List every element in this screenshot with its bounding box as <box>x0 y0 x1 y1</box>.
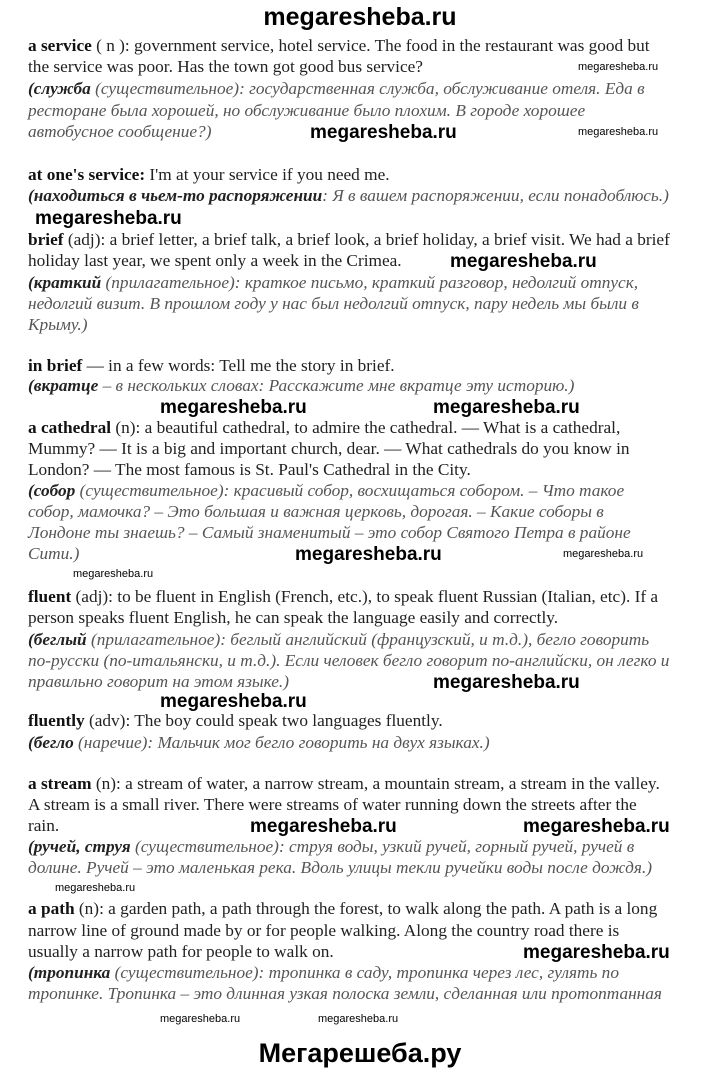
entry-text: : Я в вашем распоряжении, если понадоблюсь.) <box>322 186 669 205</box>
entry-text: (adj): a brief letter, a brief talk, a brief look, a brief holiday, a brief visit. We had a brief <box>63 230 670 249</box>
entry-text: (adj): to be fluent in English (French, etc.), to speak fluent Russian (Italian, etc). If a <box>71 587 659 606</box>
translation-line <box>28 672 289 692</box>
entry-text: person speaks fluent English, he can speak the language easily and correctly. <box>28 608 559 627</box>
translation-line <box>28 651 669 671</box>
entry-line <box>28 711 443 731</box>
watermark: megaresheba.ru <box>160 397 307 418</box>
translation-line <box>28 315 88 335</box>
entry-text: (существительное): красивый собор, восхищаться собором. – Что такое <box>75 481 625 500</box>
translation-line <box>28 544 79 564</box>
watermark: megaresheba.ru <box>55 882 136 894</box>
headword: (беглый <box>28 630 87 649</box>
watermark: megaresheba.ru <box>433 672 580 693</box>
headword: a stream <box>28 774 92 793</box>
entry-text: (наречие): Мальчик мог бегло говорить на двух языках.) <box>73 733 490 752</box>
translation-line <box>28 963 619 983</box>
headword: a path <box>28 899 75 918</box>
entry-line <box>28 165 390 185</box>
headword: (вкратце <box>28 376 99 395</box>
watermark: megaresheba.ru <box>35 208 182 229</box>
entry-text: (существительное): государственная служба, обслуживание отеля. Еда в <box>90 79 645 98</box>
entry-line <box>28 795 637 815</box>
entry-text: долине. Ручей – это маленькая река. Вдоль улицы текли ручейки воды после дождя.) <box>28 858 653 877</box>
entry-text: Сити.) <box>28 544 80 563</box>
entry-text: недолгий визит. В прошлом году у нас был недолгий отпуск, пару недель мы были в <box>28 294 639 313</box>
entry-line <box>28 251 402 271</box>
entry-text: (n): a beautiful cathedral, to admire the cathedral. — What is a cathedral, <box>111 418 621 437</box>
translation-line <box>28 630 649 650</box>
watermark: megaresheba.ru <box>433 397 580 418</box>
entry-line <box>28 942 334 962</box>
header-watermark: megaresheba.ru <box>263 3 457 31</box>
headword: at one's service: <box>28 165 146 184</box>
headword: (тропинка <box>28 963 111 982</box>
headword: fluently <box>28 711 85 730</box>
watermark: megaresheba.ru <box>450 251 597 272</box>
entry-line <box>28 439 630 459</box>
entry-line <box>28 816 59 836</box>
entry-text: rain. <box>28 816 60 835</box>
watermark: megaresheba.ru <box>160 691 307 712</box>
entry-text: holiday last year, we spent only a week in the Crimea. <box>28 251 402 270</box>
entry-line <box>28 418 620 438</box>
entry-line <box>28 608 558 628</box>
entry-line <box>28 587 658 607</box>
entry-line <box>28 356 395 376</box>
entry-text: narrow line of ground made by or for people walking. Along the country road there is <box>28 921 620 940</box>
translation-line <box>28 523 631 543</box>
headword: brief <box>28 230 64 249</box>
translation-line <box>28 273 638 293</box>
entry-text: London? — The most famous is St. Paul's Cathedral in the City. <box>28 460 471 479</box>
translation-line <box>28 294 639 314</box>
entry-line <box>28 921 619 941</box>
entry-text: (существительное): тропинка в саду, тропинка через лес, гулять по <box>110 963 619 982</box>
headword: (находиться в чьем-то распоряжении <box>28 186 323 205</box>
entry-line <box>28 230 670 250</box>
entry-text: Mummy? — It is a big and important church, dear. — What cathedrals do you know in <box>28 439 630 458</box>
entry-text: the service was poor. Has the town got good bus service? <box>28 57 423 76</box>
entry-text: автобусное сообщение?) <box>28 122 212 141</box>
headword: in brief <box>28 356 83 375</box>
headword: (бегло <box>28 733 74 752</box>
watermark: megaresheba.ru <box>295 544 442 565</box>
watermark: megaresheba.ru <box>563 548 644 560</box>
entry-text: (adv): The boy could speak two languages fluently. <box>84 711 443 730</box>
entry-text: (n): a stream of water, a narrow stream, a mountain stream, a stream in the valley. <box>91 774 660 793</box>
entry-text: (прилагательное): беглый английский (французский, и т.д.), бегло говорить <box>86 630 650 649</box>
entry-text: по-русски (по-итальянски, и т.д.). Если человек бегло говорит по-английски, он легко и <box>28 651 670 670</box>
entry-text: ресторане была хорошей, но обслуживание было плохим. В городе хорошее <box>28 101 586 120</box>
entry-text: Лондоне ты знаешь? – Самый знаменитый – это собор Святого Петра в районе <box>28 523 631 542</box>
translation-line <box>28 984 662 1004</box>
headword: (служба <box>28 79 91 98</box>
translation-line <box>28 733 490 753</box>
entry-text: правильно говорит на этом языке.) <box>28 672 289 691</box>
entry-line <box>28 36 650 56</box>
entry-line <box>28 774 660 794</box>
watermark: megaresheba.ru <box>318 1013 399 1025</box>
watermark: megaresheba.ru <box>578 126 659 138</box>
entry-text: — in a few words: Tell me the story in brief. <box>82 356 395 375</box>
entry-text: собор, мамочка? – Это большая и важная церковь, дорогая. – Какие соборы в <box>28 502 604 521</box>
watermark: megaresheba.ru <box>310 122 457 143</box>
entry-line <box>28 899 657 919</box>
translation-line <box>28 186 669 206</box>
translation-line <box>28 837 634 857</box>
entry-line <box>28 57 423 77</box>
footer-watermark: Мегарешеба.ру <box>258 1038 462 1068</box>
headword: a cathedral <box>28 418 112 437</box>
entry-text: ( n ): government service, hotel service. The food in the restaurant was good but <box>91 36 650 55</box>
watermark: megaresheba.ru <box>73 568 154 580</box>
watermark: megaresheba.ru <box>523 942 670 963</box>
translation-line <box>28 858 652 878</box>
watermark: megaresheba.ru <box>160 1013 241 1025</box>
watermark: megaresheba.ru <box>578 61 659 73</box>
watermark: megaresheba.ru <box>250 816 397 837</box>
entry-text: (существительное): струя воды, узкий ручей, горный ручей, ручей в <box>130 837 635 856</box>
entry-text: (прилагательное): краткое письмо, краткий разговор, недолгий отпуск, <box>101 273 639 292</box>
entry-text: – в нескольких словах: Расскажите мне вкратце эту историю.) <box>98 376 575 395</box>
headword: (собор <box>28 481 76 500</box>
headword: (краткий <box>28 273 102 292</box>
watermark: megaresheba.ru <box>523 816 670 837</box>
translation-line <box>28 101 585 121</box>
translation-line <box>28 122 211 142</box>
headword: fluent <box>28 587 72 606</box>
translation-line <box>28 79 645 99</box>
headword: (ручей, струя <box>28 837 131 856</box>
translation-line <box>28 376 574 396</box>
entry-text: A stream is a small river. There were streams of water running down the streets after the <box>28 795 637 814</box>
translation-line <box>28 502 604 522</box>
entry-text: I'm at your service if you need me. <box>145 165 390 184</box>
entry-text: usually a narrow path for people to walk on. <box>28 942 334 961</box>
entry-line <box>28 460 471 480</box>
translation-line <box>28 481 624 501</box>
headword: a service <box>28 36 92 55</box>
entry-text: (n): a garden path, a path through the forest, to walk along the path. A path is a long <box>74 899 658 918</box>
entry-text: тропинке. Тропинка – это длинная узкая полоска земли, сделанная или протоптанная <box>28 984 662 1003</box>
entry-text: Крыму.) <box>28 315 88 334</box>
